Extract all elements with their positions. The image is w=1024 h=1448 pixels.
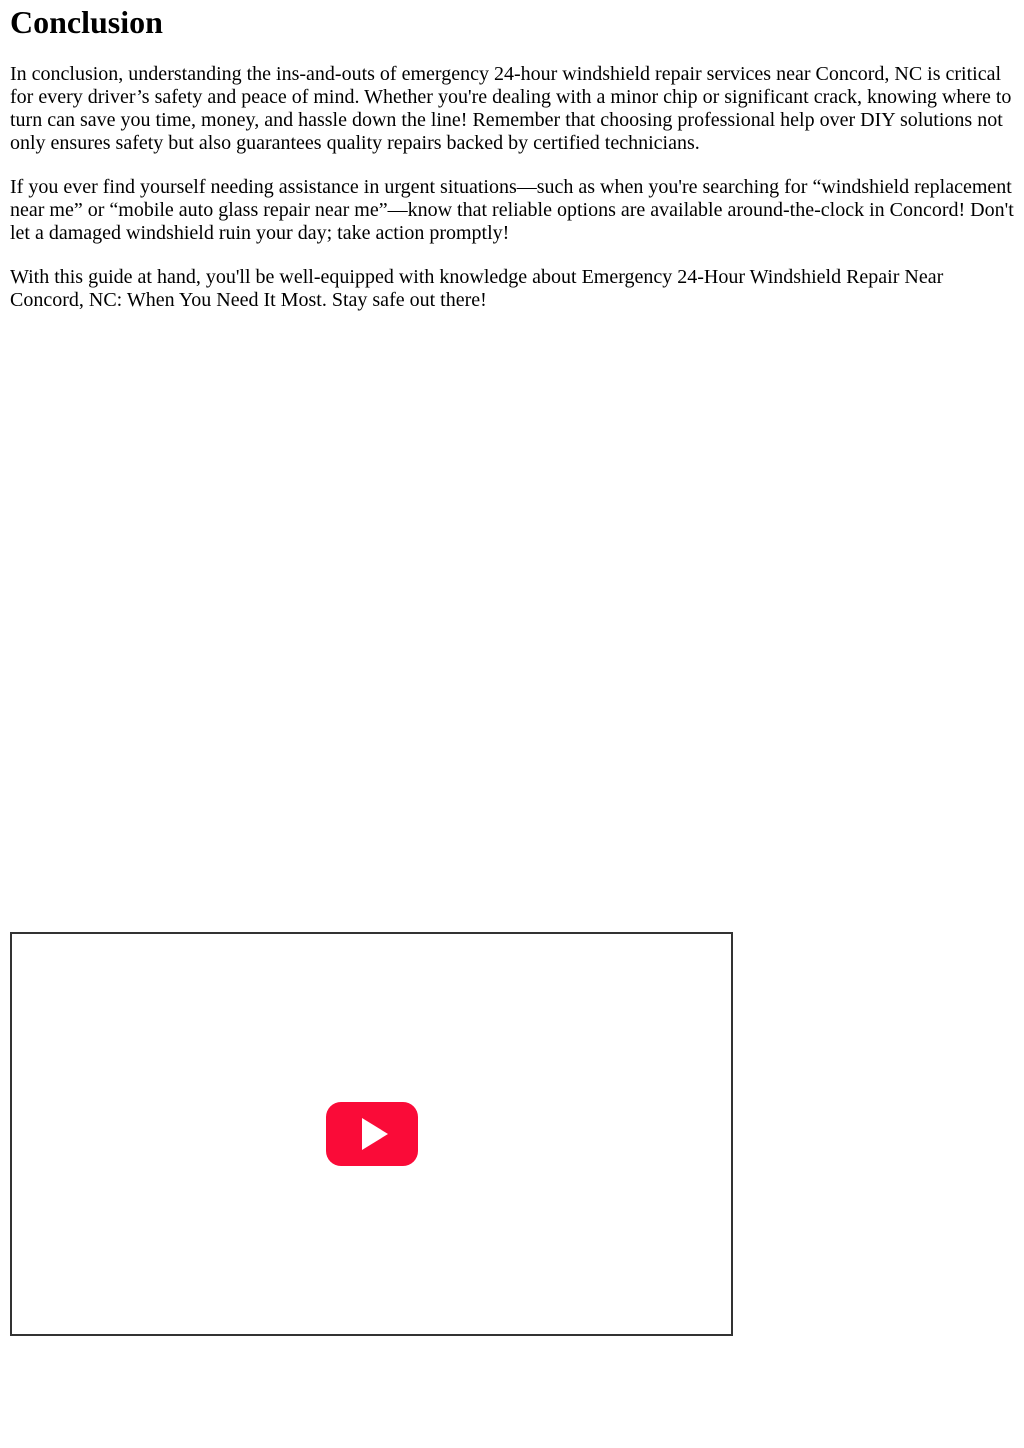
paragraph-conclusion-2: If you ever find yourself needing assistance in urgent situations—such as when you're searching for “windshield replacement near me” or “mobile auto glass repair near me”—know that reliable options are available around-the-clock in Concord! Don't let a damaged windshield ruin your day; take action promptly! xyxy=(10,175,1014,244)
paragraph-conclusion-3: With this guide at hand, you'll be well-equipped with knowledge about Emergency 24-Hour Windshield Repair Near Concord, NC: When You Need It Most. Stay safe out there! xyxy=(10,265,944,311)
paragraph-conclusion-1: In conclusion, understanding the ins-and-outs of emergency 24-hour windshield repair services near Concord, NC is critical for every driver’s safety and peace of mind. Whether you're dealing with a minor chip or significant crack, knowing where to turn can save you time, money, and hassle down the line! Remember that choosing professional help over DIY solutions not only ensures safety but also guarantees quality repairs backed by certified technicians. xyxy=(10,62,1012,154)
play-triangle-icon xyxy=(362,1118,388,1150)
youtube-play-button[interactable] xyxy=(326,1102,418,1166)
youtube-embed[interactable] xyxy=(10,932,733,1336)
page-title: Conclusion xyxy=(10,4,163,40)
